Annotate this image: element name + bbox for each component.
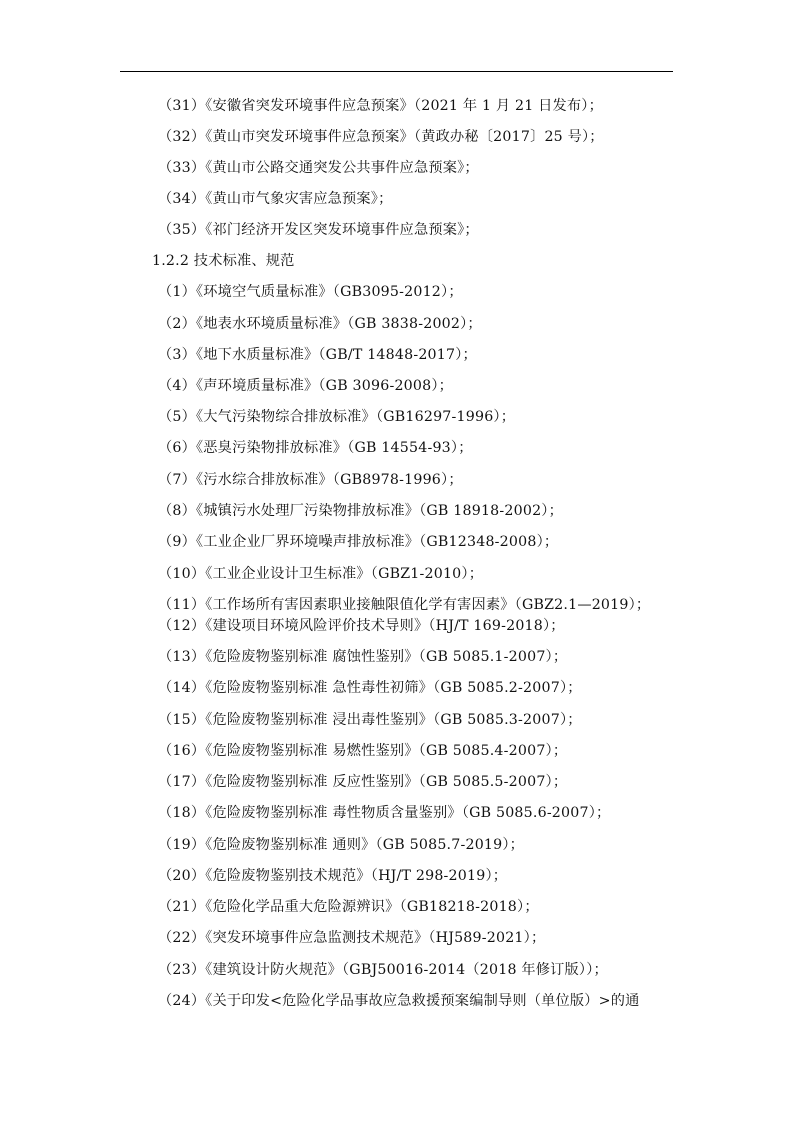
reference-item: （9）《工业企业厂界环境噪声排放标准》（GB12348-2008）； [158,534,559,550]
reference-item: （4）《声环境质量标准》（GB 3096-2008）； [158,378,454,394]
reference-item: （23）《建筑设计防火规范》（GBJ50016-2014（2018 年修订版））； [158,962,608,978]
reference-item: （7）《污水综合排放标准》（GB8978-1996）； [158,472,463,488]
reference-item: （12）《建设项目环境风险评价技术导则》（HJ/T 169-2018）； [158,618,565,634]
reference-item: （11）《工作场所有害因素职业接触限值化学有害因素》（GBZ2.1—2019）； [158,597,651,613]
reference-item: （32）《黄山市突发环境事件应急预案》（黄政办秘〔2017〕25 号）； [158,129,604,145]
reference-item: （16）《危险废物鉴别标准 易燃性鉴别》（GB 5085.4-2007）； [158,743,568,759]
reference-item: （1）《环境空气质量标准》（GB3095-2012）； [158,284,463,300]
section-heading: 1.2.2 技术标准、规范 [152,253,295,269]
reference-item: （5）《大气污染物综合排放标准》（GB16297-1996）； [158,409,516,425]
header-rule [120,71,673,72]
reference-item: （10）《工业企业设计卫生标准》（GBZ1-2010）； [158,566,484,582]
reference-item: （13）《危险废物鉴别标准 腐蚀性鉴别》（GB 5085.1-2007）； [158,649,568,665]
reference-item: （20）《危险废物鉴别技术规范》（HJ/T 298-2019）； [158,868,508,884]
reference-item: （24）《关于印发<危险化学品事故应急救援预案编制导则（单位版）>的通 [158,993,640,1009]
reference-item: （3）《地下水质量标准》（GB/T 14848-2017）； [158,347,477,363]
reference-item: （14）《危险废物鉴别标准 急性毒性初筛》（GB 5085.2-2007）； [158,680,582,696]
reference-item: （8）《城镇污水处理厂污染物排放标准》（GB 18918-2002）； [158,503,563,519]
reference-item: （35）《祁门经济开发区突发环境事件应急预案》； [158,222,479,238]
reference-item: （2）《地表水环境质量标准》（GB 3838-2002）； [158,316,482,332]
reference-item: （21）《危险化学品重大危险源辨识》（GB18218-2018）； [158,899,539,915]
reference-item: （22）《突发环境事件应急监测技术规范》（HJ589-2021）； [158,930,546,946]
reference-item: （18）《危险废物鉴别标准 毒性物质含量鉴别》（GB 5085.6-2007）； [158,805,611,821]
reference-item: （33）《黄山市公路交通突发公共事件应急预案》； [158,160,479,176]
reference-item: （6）《恶臭污染物排放标准》（GB 14554-93）； [158,440,473,456]
reference-item: （17）《危险废物鉴别标准 反应性鉴别》（GB 5085.5-2007）； [158,774,568,790]
reference-item: （31）《安徽省突发环境事件应急预案》（2021 年 1 月 21 日发布）； [158,98,603,114]
reference-item: （34）《黄山市气象灾害应急预案》； [158,191,393,207]
reference-item: （19）《危险废物鉴别标准 通则》（GB 5085.7-2019）； [158,837,525,853]
reference-item: （15）《危险废物鉴别标准 浸出毒性鉴别》（GB 5085.3-2007）； [158,712,582,728]
